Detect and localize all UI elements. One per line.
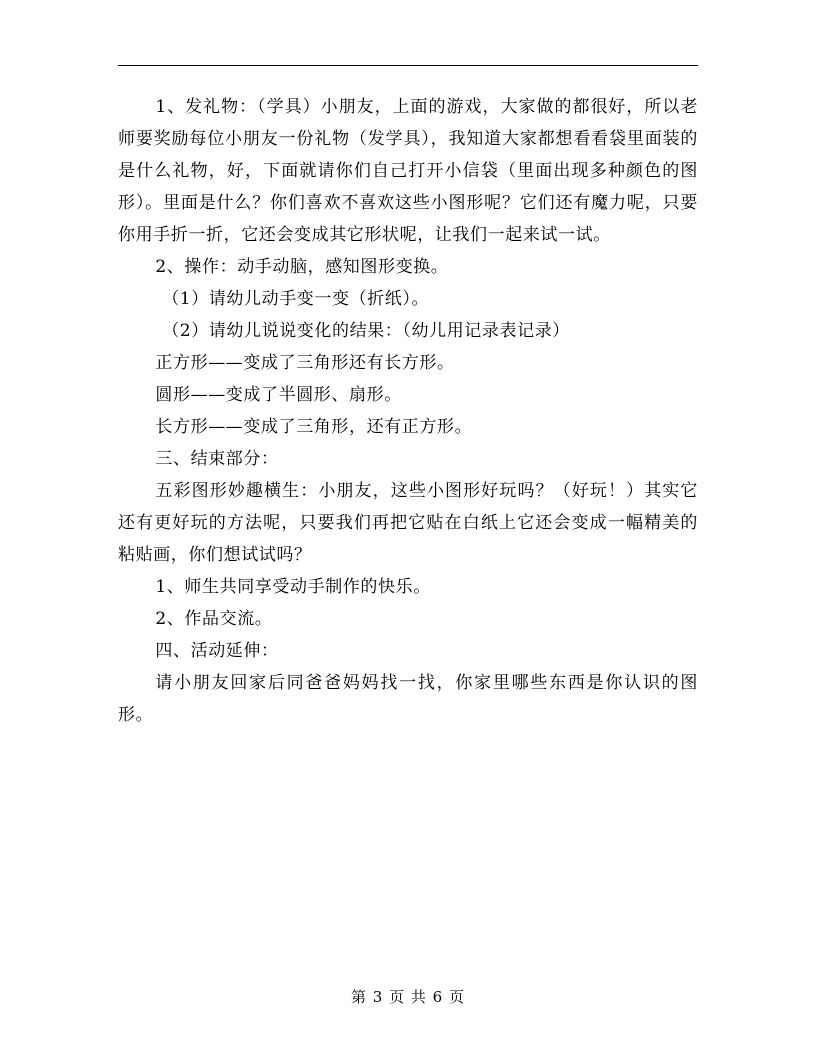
paragraph-operation: 2、操作：动手动脑，感知图形变换。	[155, 257, 449, 277]
paragraph-rectangle-result: 长方形——变成了三角形，还有正方形。	[155, 417, 473, 437]
section-heading-ending: 三、结束部分：	[155, 449, 279, 469]
document-body	[118, 91, 698, 731]
paragraph-home-search: 请小朋友回家后同爸爸妈妈找一找，你家里哪些东西是你认识的图形。	[118, 673, 698, 725]
header-rule	[118, 65, 698, 66]
paragraph-gift-intro: 1、发礼物：（学具）小朋友，上面的游戏，大家做的都很好，所以老师要奖励每位小朋友一份礼物（发学具），我知道大家都想看看袋里面装的是什么礼物，好，下面就请你们自己打开小信袋（里面出现多种颜色的图形）。里面是什么？你们喜欢不喜欢这些小图形呢？它们还有魔力呢，只要你用手折一折，它还会变成其它形状呢，让我们一起来试一试。	[118, 97, 698, 245]
paragraph-square-result: 正方形——变成了三角形还有长方形。	[155, 353, 455, 373]
paragraph-circle-result: 圆形——变成了半圆形、扇形。	[155, 385, 402, 405]
paragraph-step-describe: （2）请幼儿说说变化的结果：（幼儿用记录表记录）	[162, 321, 570, 341]
section-heading-extension: 四、活动延伸：	[155, 641, 279, 661]
paragraph-step-fold: （1）请幼儿动手变一变（折纸）。	[162, 289, 430, 309]
paragraph-shared-joy: 1、师生共同享受动手制作的快乐。	[155, 577, 431, 597]
paragraph-work-exchange: 2、作品交流。	[155, 609, 273, 629]
paragraph-colorful-shapes: 五彩图形妙趣横生：小朋友，这些小图形好玩吗？（好玩！）其实它还有更好玩的方法呢，只要我们再把它贴在白纸上它还会变成一幅精美的粘贴画，你们想试试吗？	[118, 481, 698, 565]
page-number: 第 3 页 共 6 页	[351, 988, 465, 1006]
